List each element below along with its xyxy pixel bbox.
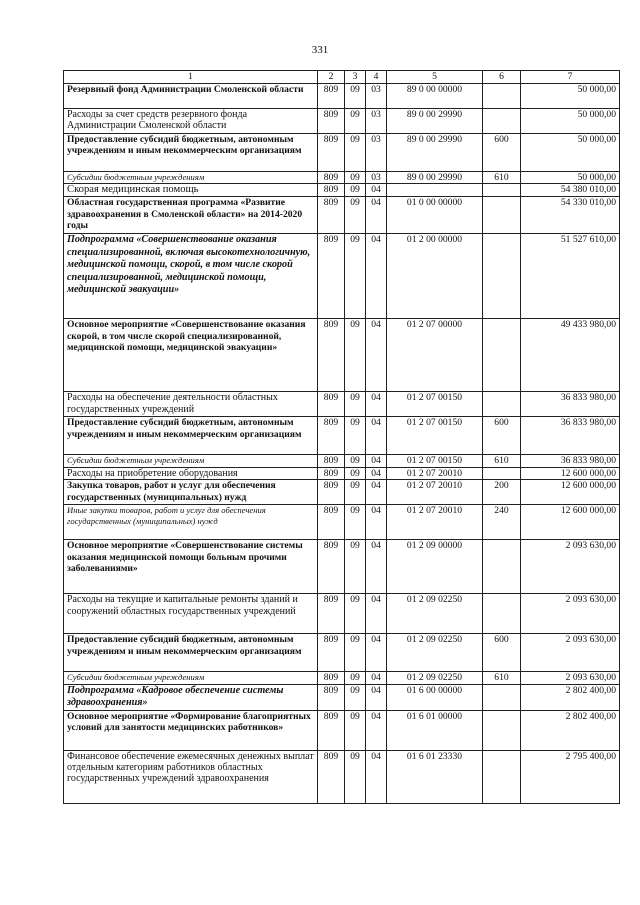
table-row xyxy=(64,594,620,634)
table-row xyxy=(64,172,620,184)
amount-cell: 2 802 400,00 xyxy=(521,684,620,710)
item-name-cell: Финансовое обеспечение ежемесячных денежных выплат отдельным категориям работников областных государственных учреждений здравоохранения xyxy=(64,750,318,803)
subsection-code-cell: 04 xyxy=(366,480,387,505)
ministry-code-cell: 809 xyxy=(318,480,345,505)
subsection-code-cell: 04 xyxy=(366,750,387,803)
subsection-code-cell: 04 xyxy=(366,710,387,750)
amount-cell: 2 093 630,00 xyxy=(521,634,620,672)
amount-cell: 12 600 000,00 xyxy=(521,480,620,505)
subsection-code-cell: 04 xyxy=(366,455,387,467)
subsection-code-cell: 04 xyxy=(366,505,387,540)
item-name-cell: Резервный фонд Администрации Смоленской области xyxy=(64,84,318,109)
ministry-code-cell: 809 xyxy=(318,392,345,417)
target-article-cell: 89 0 00 29990 xyxy=(387,134,483,172)
expense-type-cell: 610 xyxy=(483,455,521,467)
expense-type-cell xyxy=(483,197,521,234)
table-row xyxy=(64,750,620,803)
section-code-cell: 09 xyxy=(345,455,366,467)
target-article-cell: 89 0 00 00000 xyxy=(387,84,483,109)
section-code-cell: 09 xyxy=(345,84,366,109)
ministry-code-cell: 809 xyxy=(318,505,345,540)
table-row xyxy=(64,319,620,392)
target-article-cell: 01 6 01 23330 xyxy=(387,750,483,803)
table-row xyxy=(64,184,620,197)
table-row xyxy=(64,480,620,505)
item-name-cell: Субсидии бюджетным учреждениям xyxy=(64,672,318,684)
table-row xyxy=(64,684,620,710)
expense-type-cell xyxy=(483,234,521,319)
expense-type-cell xyxy=(483,750,521,803)
ministry-code-cell: 809 xyxy=(318,319,345,392)
section-code-cell: 09 xyxy=(345,197,366,234)
amount-cell: 50 000,00 xyxy=(521,172,620,184)
target-article-cell: 01 2 07 20010 xyxy=(387,467,483,479)
section-code-cell: 09 xyxy=(345,109,366,134)
item-name-cell: Предоставление субсидий бюджетным, автономным учреждениям и иным некоммерческим организациям xyxy=(64,417,318,455)
subsection-code-cell: 04 xyxy=(366,197,387,234)
item-name-cell: Расходы на приобретение оборудования xyxy=(64,467,318,479)
amount-cell: 2 802 400,00 xyxy=(521,710,620,750)
table-row xyxy=(64,634,620,672)
subsection-code-cell: 03 xyxy=(366,134,387,172)
expense-type-cell: 610 xyxy=(483,672,521,684)
item-name-cell: Закупка товаров, работ и услуг для обеспечения государственных (муниципальных) нужд xyxy=(64,480,318,505)
subsection-code-cell: 04 xyxy=(366,684,387,710)
item-name-cell: Субсидии бюджетным учреждениям xyxy=(64,172,318,184)
amount-cell: 2 093 630,00 xyxy=(521,540,620,594)
item-name-cell: Основное мероприятие «Совершенствование системы оказания медицинской помощи больным прочими заболеваниями» xyxy=(64,540,318,594)
section-code-cell: 09 xyxy=(345,234,366,319)
target-article-cell: 01 2 09 02250 xyxy=(387,594,483,634)
table-row xyxy=(64,467,620,479)
amount-cell: 12 600 000,00 xyxy=(521,505,620,540)
section-code-cell: 09 xyxy=(345,594,366,634)
table-row xyxy=(64,455,620,467)
section-code-cell: 09 xyxy=(345,710,366,750)
section-code-cell: 09 xyxy=(345,134,366,172)
subsection-code-cell: 04 xyxy=(366,319,387,392)
target-article-cell: 01 2 07 00000 xyxy=(387,319,483,392)
expense-type-cell xyxy=(483,84,521,109)
expense-type-cell: 240 xyxy=(483,505,521,540)
target-article-cell: 01 2 07 20010 xyxy=(387,480,483,505)
ministry-code-cell: 809 xyxy=(318,634,345,672)
amount-cell: 2 093 630,00 xyxy=(521,594,620,634)
ministry-code-cell: 809 xyxy=(318,84,345,109)
item-name-cell: Расходы на текущие и капитальные ремонты зданий и сооружений областных государственных учреждений xyxy=(64,594,318,634)
section-code-cell: 09 xyxy=(345,480,366,505)
subsection-code-cell: 04 xyxy=(366,672,387,684)
page-number: 331 xyxy=(311,44,329,56)
ministry-code-cell: 809 xyxy=(318,197,345,234)
subsection-code-cell: 04 xyxy=(366,634,387,672)
section-code-cell: 09 xyxy=(345,319,366,392)
column-header: 3 xyxy=(345,71,366,84)
amount-cell: 54 380 010,00 xyxy=(521,184,620,197)
subsection-code-cell: 04 xyxy=(366,467,387,479)
amount-cell: 2 093 630,00 xyxy=(521,672,620,684)
expense-type-cell: 600 xyxy=(483,634,521,672)
item-name-cell: Предоставление субсидий бюджетным, автономным учреждениям и иным некоммерческим организациям xyxy=(64,634,318,672)
target-article-cell: 89 0 00 29990 xyxy=(387,109,483,134)
target-article-cell: 01 2 07 00150 xyxy=(387,392,483,417)
ministry-code-cell: 809 xyxy=(318,710,345,750)
item-name-cell: Подпрограмма «Совершенствование оказания специализированной, включая высокотехнологичную, медицинской помощи, скорой, в том числе скорой специализированной, медицинской помощи, медицинской эвакуации» xyxy=(64,234,318,319)
table-row xyxy=(64,109,620,134)
expense-type-cell xyxy=(483,467,521,479)
expense-type-cell xyxy=(483,684,521,710)
section-code-cell: 09 xyxy=(345,540,366,594)
expense-type-cell: 600 xyxy=(483,134,521,172)
expense-type-cell xyxy=(483,710,521,750)
expense-type-cell: 600 xyxy=(483,417,521,455)
table-row xyxy=(64,84,620,109)
section-code-cell: 09 xyxy=(345,634,366,672)
target-article-cell: 01 2 07 00150 xyxy=(387,455,483,467)
expense-type-cell: 610 xyxy=(483,172,521,184)
subsection-code-cell: 04 xyxy=(366,417,387,455)
table-body xyxy=(64,84,620,804)
ministry-code-cell: 809 xyxy=(318,184,345,197)
target-article-cell: 01 2 09 02250 xyxy=(387,672,483,684)
amount-cell: 50 000,00 xyxy=(521,134,620,172)
item-name-cell: Основное мероприятие «Формирование благоприятных условий для занятости медицинских работников» xyxy=(64,710,318,750)
ministry-code-cell: 809 xyxy=(318,750,345,803)
amount-cell: 36 833 980,00 xyxy=(521,455,620,467)
subsection-code-cell: 04 xyxy=(366,184,387,197)
section-code-cell: 09 xyxy=(345,467,366,479)
ministry-code-cell: 809 xyxy=(318,467,345,479)
item-name-cell: Расходы на обеспечение деятельности областных государственных учреждений xyxy=(64,392,318,417)
table-row xyxy=(64,710,620,750)
amount-cell: 2 795 400,00 xyxy=(521,750,620,803)
ministry-code-cell: 809 xyxy=(318,172,345,184)
table-row xyxy=(64,505,620,540)
section-code-cell: 09 xyxy=(345,684,366,710)
column-header: 2 xyxy=(318,71,345,84)
ministry-code-cell: 809 xyxy=(318,684,345,710)
subsection-code-cell: 04 xyxy=(366,392,387,417)
ministry-code-cell: 809 xyxy=(318,455,345,467)
ministry-code-cell: 809 xyxy=(318,672,345,684)
column-header: 7 xyxy=(521,71,620,84)
table-header-row xyxy=(64,71,620,84)
item-name-cell: Областная государственная программа «Развитие здравоохранения в Смоленской области» на 2014-2020 годы xyxy=(64,197,318,234)
ministry-code-cell: 809 xyxy=(318,540,345,594)
subsection-code-cell: 03 xyxy=(366,109,387,134)
subsection-code-cell: 04 xyxy=(366,594,387,634)
ministry-code-cell: 809 xyxy=(318,109,345,134)
ministry-code-cell: 809 xyxy=(318,417,345,455)
subsection-code-cell: 03 xyxy=(366,172,387,184)
subsection-code-cell: 04 xyxy=(366,234,387,319)
item-name-cell: Предоставление субсидий бюджетным, автономным учреждениям и иным некоммерческим организациям xyxy=(64,134,318,172)
item-name-cell: Субсидии бюджетным учреждениям xyxy=(64,455,318,467)
expense-type-cell xyxy=(483,392,521,417)
table-row xyxy=(64,540,620,594)
expense-type-cell xyxy=(483,319,521,392)
column-header: 1 xyxy=(64,71,318,84)
expense-type-cell xyxy=(483,540,521,594)
amount-cell: 50 000,00 xyxy=(521,109,620,134)
amount-cell: 36 833 980,00 xyxy=(521,392,620,417)
target-article-cell: 01 2 00 00000 xyxy=(387,234,483,319)
target-article-cell: 01 2 09 00000 xyxy=(387,540,483,594)
item-name-cell: Основное мероприятие «Совершенствование оказания скорой, в том числе скорой специализированной, медицинской помощи, медицинской эвакуации» xyxy=(64,319,318,392)
expense-type-cell xyxy=(483,594,521,634)
amount-cell: 51 527 610,00 xyxy=(521,234,620,319)
target-article-cell xyxy=(387,184,483,197)
target-article-cell: 01 0 00 00000 xyxy=(387,197,483,234)
table-row xyxy=(64,234,620,319)
target-article-cell: 89 0 00 29990 xyxy=(387,172,483,184)
target-article-cell: 01 2 07 20010 xyxy=(387,505,483,540)
section-code-cell: 09 xyxy=(345,750,366,803)
section-code-cell: 09 xyxy=(345,172,366,184)
ministry-code-cell: 809 xyxy=(318,134,345,172)
column-header: 6 xyxy=(483,71,521,84)
table-row xyxy=(64,417,620,455)
item-name-cell: Подпрограмма «Кадровое обеспечение системы здравоохранения» xyxy=(64,684,318,710)
amount-cell: 12 600 000,00 xyxy=(521,467,620,479)
item-name-cell: Расходы за счет средств резервного фонда Администрации Смоленской области xyxy=(64,109,318,134)
amount-cell: 54 330 010,00 xyxy=(521,197,620,234)
target-article-cell: 01 2 09 02250 xyxy=(387,634,483,672)
amount-cell: 36 833 980,00 xyxy=(521,417,620,455)
table-row xyxy=(64,197,620,234)
column-header: 5 xyxy=(387,71,483,84)
subsection-code-cell: 03 xyxy=(366,84,387,109)
expense-type-cell xyxy=(483,109,521,134)
item-name-cell: Иные закупки товаров, работ и услуг для обеспечения государственных (муниципальных) нужд xyxy=(64,505,318,540)
budget-table xyxy=(63,70,620,804)
section-code-cell: 09 xyxy=(345,505,366,540)
target-article-cell: 01 2 07 00150 xyxy=(387,417,483,455)
subsection-code-cell: 04 xyxy=(366,540,387,594)
amount-cell: 49 433 980,00 xyxy=(521,319,620,392)
table-row xyxy=(64,672,620,684)
target-article-cell: 01 6 01 00000 xyxy=(387,710,483,750)
table-row xyxy=(64,392,620,417)
section-code-cell: 09 xyxy=(345,672,366,684)
section-code-cell: 09 xyxy=(345,417,366,455)
column-header: 4 xyxy=(366,71,387,84)
item-name-cell: Скорая медицинская помощь xyxy=(64,184,318,197)
table-row xyxy=(64,134,620,172)
expense-type-cell xyxy=(483,184,521,197)
amount-cell: 50 000,00 xyxy=(521,84,620,109)
section-code-cell: 09 xyxy=(345,184,366,197)
ministry-code-cell: 809 xyxy=(318,234,345,319)
expense-type-cell: 200 xyxy=(483,480,521,505)
target-article-cell: 01 6 00 00000 xyxy=(387,684,483,710)
ministry-code-cell: 809 xyxy=(318,594,345,634)
section-code-cell: 09 xyxy=(345,392,366,417)
